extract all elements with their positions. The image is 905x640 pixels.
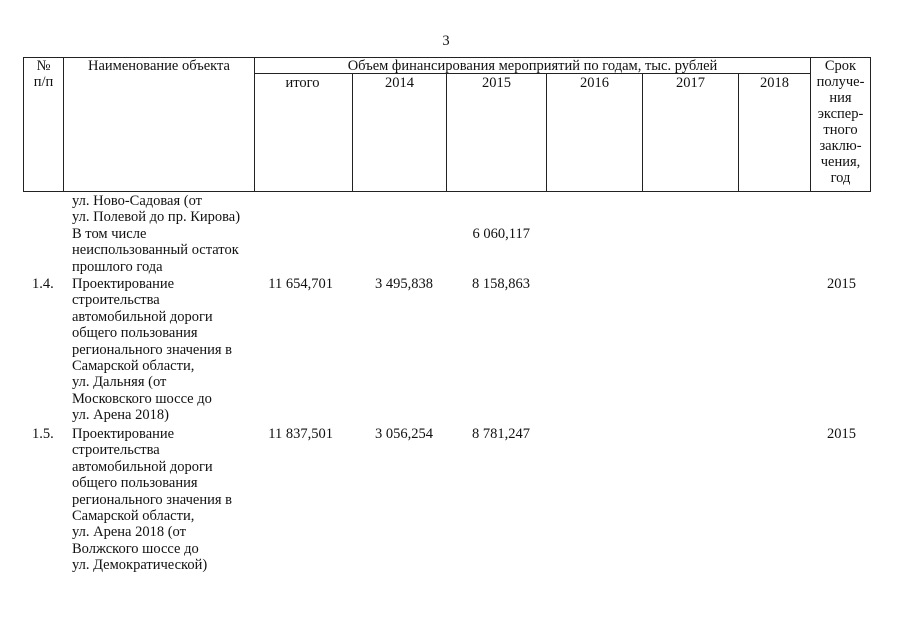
row-value-2015: 8 781,247 <box>472 426 530 442</box>
page-number: 3 <box>442 33 450 49</box>
header-col-2016: 2016 <box>580 75 609 91</box>
row-number: 1.5. <box>32 426 54 442</box>
row-number: 1.4. <box>32 276 54 292</box>
header-col-2015: 2015 <box>482 75 511 91</box>
row-value-2014: 3 056,254 <box>375 426 433 442</box>
row-object-name: ул. Ново-Садовая (от ул. Полевой до пр. Кирова) В том числе неиспользованный остаток прошлого года <box>72 193 241 275</box>
row-deadline: 2015 <box>827 426 856 442</box>
row-value-2015: 8 158,863 <box>472 276 530 292</box>
row-value-total: 11 654,701 <box>268 276 333 292</box>
header-col-funding: Объем финансирования мероприятий по годам, тыс. рублей <box>347 58 718 74</box>
vline-right <box>870 57 871 192</box>
header-col-2018: 2018 <box>760 75 789 91</box>
header-col-2017: 2017 <box>676 75 705 91</box>
header-col-2014: 2014 <box>385 75 414 91</box>
row-value-2015: 6 060,117 <box>472 226 530 242</box>
row-value-total: 11 837,501 <box>268 426 333 442</box>
header-col-total: итого <box>285 75 320 91</box>
header-col-num: № п/п <box>33 58 54 90</box>
vline-num <box>63 57 64 192</box>
row-value-2014: 3 495,838 <box>375 276 433 292</box>
row-object-name: Проектирование строительства автомобильной дороги общего пользования регионального значения в Самарской области, ул. Дальняя (от Московского шоссе до ул. Арена 2018) <box>72 276 233 424</box>
row-object-name: Проектирование строительства автомобильной дороги общего пользования регионального значения в Самарской области, ул. Арена 2018 (от Волжского шоссе до ул. Демократической) <box>72 426 233 574</box>
header-col-deadline: Срок получе- ния экспер- тного заклю- чения, год <box>816 58 865 186</box>
header-col-name: Наименование объекта <box>88 58 230 74</box>
header-bottom-rule <box>23 191 871 192</box>
row-deadline: 2015 <box>827 276 856 292</box>
